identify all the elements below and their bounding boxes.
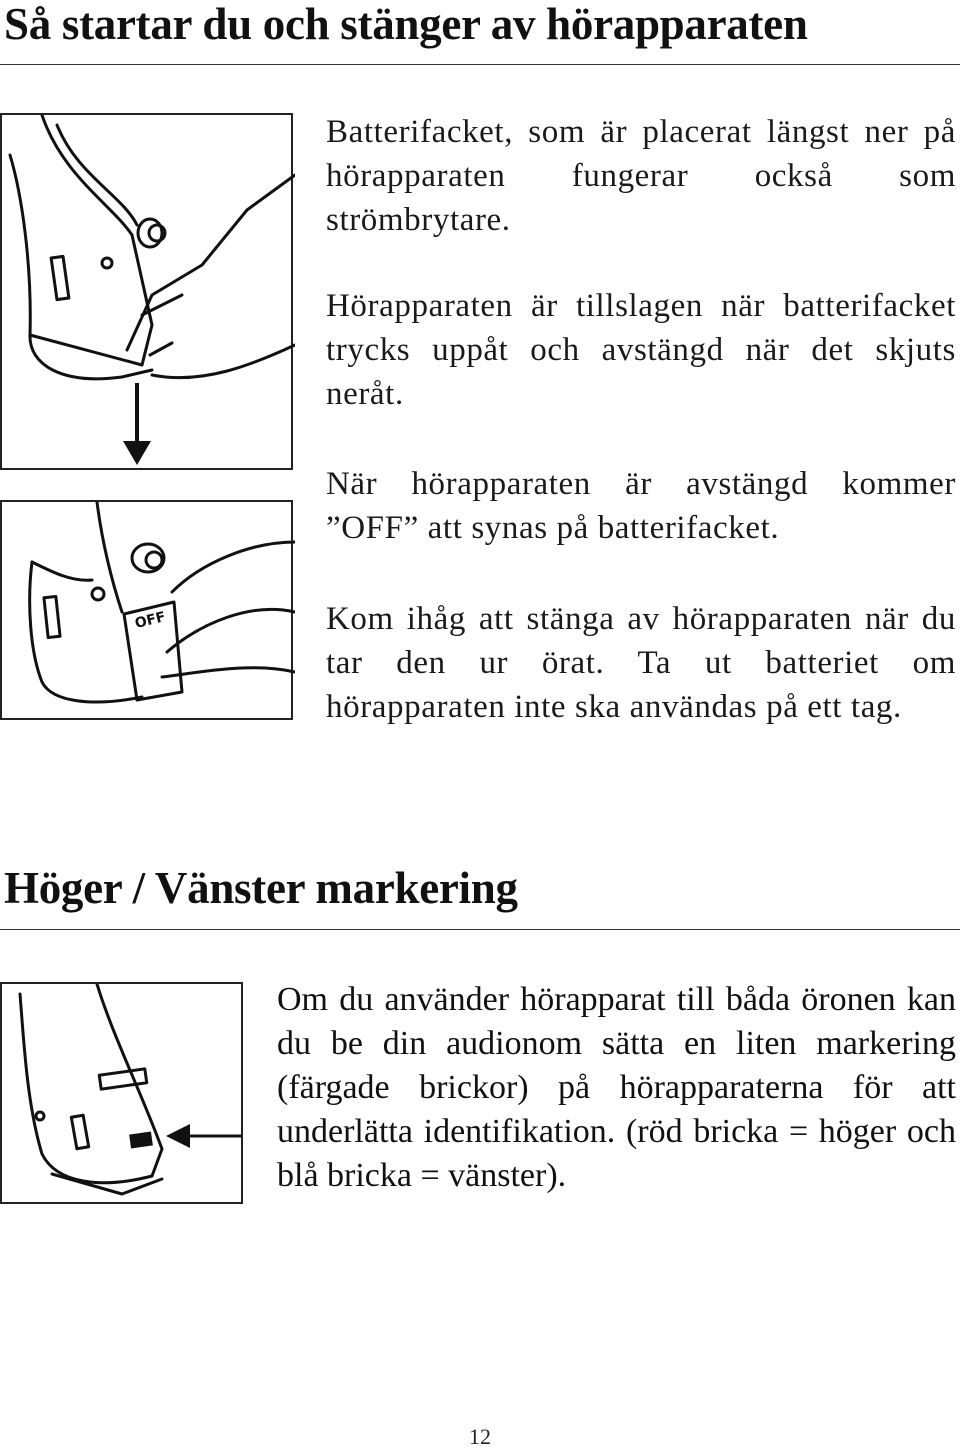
paragraph-battery-drawer: Batterifacket, som är placerat längst ner på hörapparaten fungerar också som strömbrytare.: [326, 114, 956, 238]
paragraph-marking: Om du använder hörapparat till båda öronen kan du be din audionom sätta en liten markering (färgade brickor) på hörapparaterna för att underlätta identifikation. (röd bricka = höger och blå bricka = vänster).: [277, 981, 956, 1194]
page-number: 12: [469, 1424, 491, 1449]
paragraph-off-visible: När hörapparaten är avstängd kommer ”OFF” att synas på batterifacket.: [326, 466, 956, 546]
heading-rule: [0, 929, 960, 930]
heading-rule: [0, 64, 960, 65]
section-heading-on-off: Så startar du och stänger av hörapparaten: [4, 0, 808, 49]
paragraph-on-off: Hörapparaten är tillslagen när batterifacket trycks uppåt och avstängd när det skjuts neråt.: [326, 288, 956, 412]
hearing-aid-off-drawing: [2, 502, 295, 722]
arrow-down-icon: [2, 115, 295, 472]
figure-color-marking: [0, 982, 243, 1204]
section-heading-left-right: Höger / Vänster markering: [4, 863, 518, 913]
paragraph-remember: Kom ihåg att stänga av hörapparaten när du tar den ur örat. Ta ut batteriet om hörapparaten inte ska användas på ett tag.: [326, 601, 956, 725]
off-label: OFF: [133, 608, 168, 633]
arrow-left-icon: [2, 984, 245, 1206]
figure-battery-drawer-open: [0, 113, 293, 470]
figure-battery-drawer-off: [0, 500, 293, 720]
